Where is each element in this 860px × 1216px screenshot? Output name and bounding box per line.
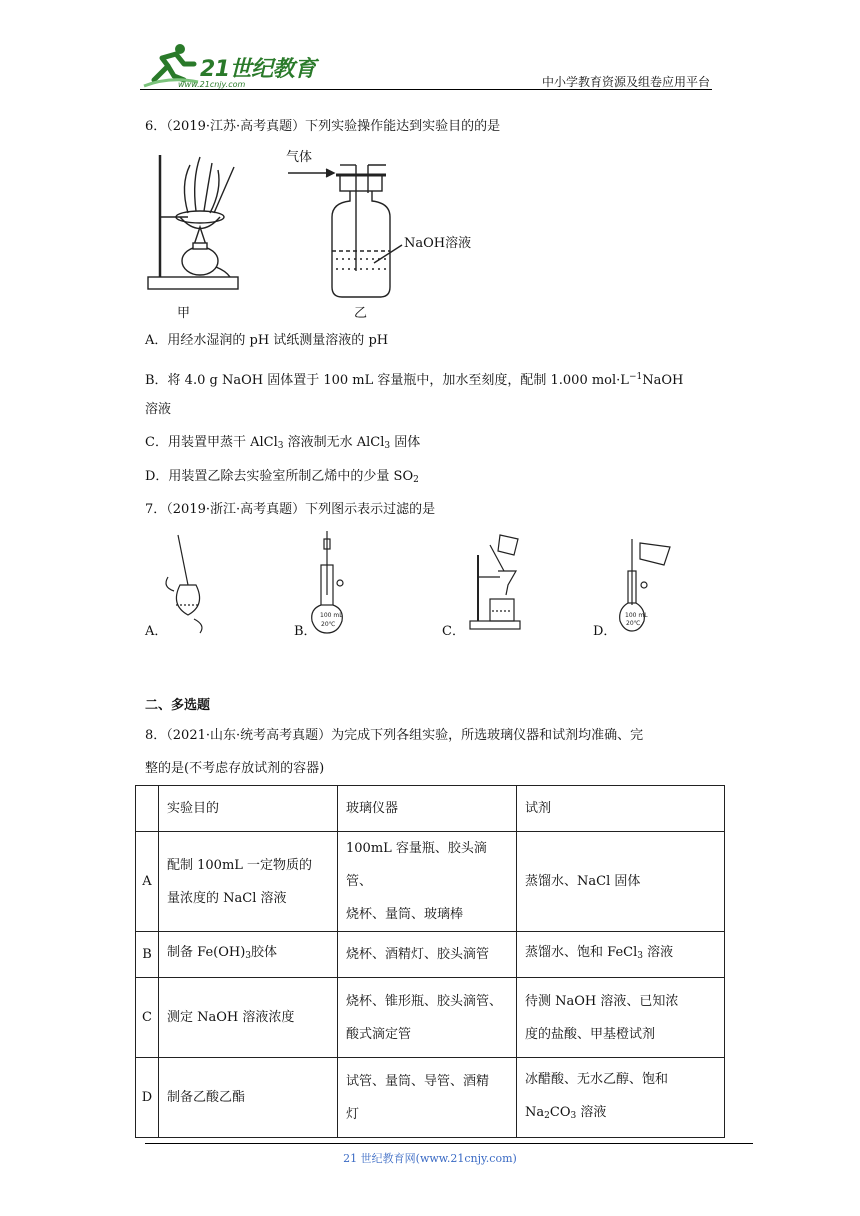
q6-option-a: A．用经水湿润的 pH 试纸测量溶液的 pH [145,333,389,348]
option-d-flask-mark: 100 mL [625,612,648,619]
logo-text: 21世纪教育 [200,57,316,82]
platform-name: 中小学教育资源及组卷应用平台 [541,75,710,89]
header-cell: 试剂 [517,786,725,832]
q7-option-a: A． [145,624,168,639]
glassware-cell: 100mL 容量瓶、胶头滴管、 烧杯、量筒、玻璃棒 [338,832,517,932]
option-d-flask-temp: 20℃ [626,620,641,627]
option-b-flask-temp: 20℃ [321,621,336,628]
section-title: 二、多选题 [145,698,211,713]
option-b-flask-mark: 100 mL [320,612,343,619]
apparatus-jia-icon [148,155,238,289]
reagent-cell: 待测 NaOH 溶液、已知浓 度的盐酸、甲基橙试剂 [517,978,725,1058]
glassware-cell: 烧杯、锥形瓶、胶头滴管、 酸式滴定管 [338,978,517,1058]
row-letter: D [136,1058,159,1138]
purpose-cell: 制备 $Fe(OH)_3$胶体 [159,932,338,978]
row-letter: A [136,832,159,932]
row-letter: B [136,932,159,978]
figure-yi-label: 乙 [354,306,368,321]
figure-jia-label: 甲 [177,306,191,321]
header-cell [136,786,159,832]
footer-link[interactable]: 21 世纪教育网(www.21cnjy.com) [343,1152,517,1165]
glassware-cell: 烧杯、酒精灯、胶头滴管 [338,932,517,978]
q6-option-b-cont: 溶液 [145,402,172,417]
header-divider [140,89,712,90]
reagent-cell: 蒸馏水、NaCl 固体 [517,832,725,932]
table-row [136,978,725,1058]
table-row [136,932,725,978]
q7-option-d: D． [593,624,617,639]
q8-stem-line2: 整的是(不考虑存放试剂的容器) [145,761,325,776]
q8-table [135,785,725,1138]
footer-divider [145,1143,753,1144]
reagent-cell: 冰醋酸、无水乙醇、饱和 $Na_2CO_3$ 溶液 [517,1058,725,1138]
table-row [136,1058,725,1138]
q6-option-b: B．将 4.0 g NaOH 固体置于 100 mL 容量瓶中，加水至刻度，配制 1.000 $mol\cdot L^{-1}NaOH$ [145,372,684,388]
q6-option-c: C．用装置甲蒸干 AlCl$_3$ 溶液制无水 AlCl$_3$ 固体 [145,435,421,451]
header-cell: 实验目的 [159,786,338,832]
q7-stem: 7．（2019·浙江·高考真题）下列图示表示过滤的是 [145,502,436,517]
glassware-cell: 试管、量筒、导管、酒精 灯 [338,1058,517,1138]
q6-option-d: D．用装置乙除去实验室所制乙烯中的少量 $SO_2$ [145,469,419,485]
q8-stem-line1: 8．（2021·山东·统考高考真题）为完成下列各组实验，所选玻璃仪器和试剂均准确、完 [145,728,644,743]
reagent-cell: 蒸馏水、饱和 FeCl$_3$ 溶液 [517,932,725,978]
option-c-filtration-icon [470,535,520,629]
header-cell: 玻璃仪器 [338,786,517,832]
apparatus-yi-icon [288,165,402,297]
row-letter: C [136,978,159,1058]
q6-stem: 6．（2019·江苏·高考真题）下列实验操作能达到实验目的的是 [145,119,501,134]
table-header-row [136,786,725,832]
table-row [136,832,725,932]
q7-option-b: B． [294,624,317,639]
purpose-cell: 配制 100mL 一定物质的 量浓度的 NaCl 溶液 [159,832,338,932]
option-a-separatory-icon [166,535,202,633]
naoh-solution-label: NaOH溶液 [404,236,472,251]
purpose-cell: 制备乙酸乙酯 [159,1058,338,1138]
gas-label: 气体 [286,150,313,165]
q7-option-c: C． [442,624,465,639]
purpose-cell: 测定 NaOH 溶液浓度 [159,978,338,1058]
logo-url: www.21cnjy.com [178,80,246,89]
